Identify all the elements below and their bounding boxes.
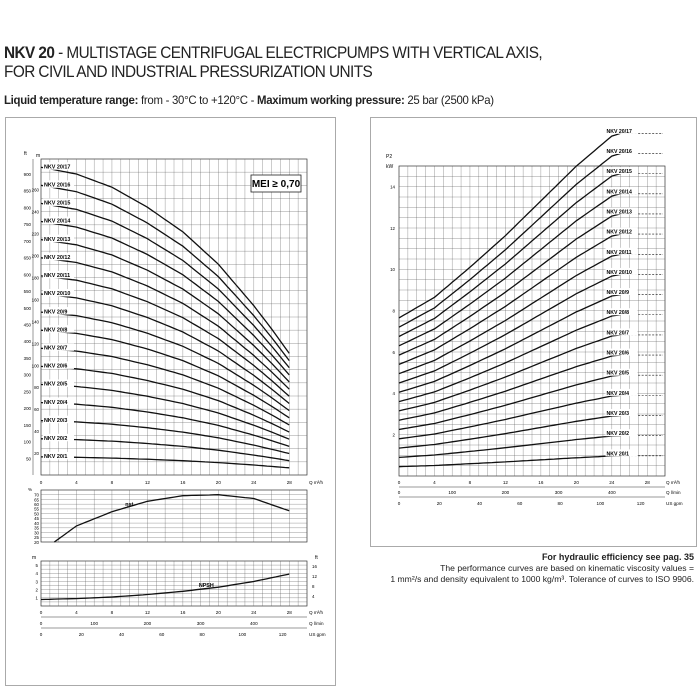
power-series-label: NKV 20/14: [606, 189, 632, 196]
npsh-xlabel-m3h: Q m³/h: [309, 610, 324, 615]
head-xtick: 24: [251, 480, 257, 485]
eff-ylabel: %: [28, 487, 33, 492]
power-ytick: 14: [390, 184, 395, 190]
head-ytick-ft: 200: [23, 406, 31, 412]
power-ytick: 12: [390, 225, 395, 231]
power-curve-nkv-20-17: [399, 133, 621, 318]
head-ytick-m: 20: [34, 451, 39, 457]
power-curve-nkv-20-1: [399, 456, 621, 467]
power-series-label: NKV 20/11: [606, 249, 632, 256]
npsh-xtick-m3h: 4: [75, 610, 78, 615]
power-curve-nkv-20-13: [399, 214, 621, 355]
power-xtick-gpm: 100: [596, 501, 605, 506]
page-title: [4, 44, 646, 82]
power-series-label: NKV 20/9: [606, 290, 629, 297]
npsh-xlabel-lmin: Q l/min: [309, 621, 324, 626]
head-ytick-m: 260: [31, 187, 39, 193]
head-xlabel: Q m³/h: [309, 480, 324, 485]
power-xtick-m3h: 12: [502, 480, 508, 485]
power-xtick-lmin: 400: [607, 490, 616, 495]
npsh-xtick-lmin: 100: [90, 621, 99, 626]
power-series-label: NKV 20/7: [606, 330, 629, 337]
eff-ytick: 30: [34, 530, 39, 536]
left-charts-svg: [6, 118, 335, 685]
npsh-xtick-gpm: 100: [238, 632, 247, 637]
head-ytick-ft: 450: [23, 322, 31, 328]
head-ytick-ft: 350: [23, 355, 31, 361]
head-series-label: NKV 20/17: [44, 164, 71, 171]
head-ytick-m: 240: [31, 209, 39, 215]
head-ytick-ft: 300: [23, 372, 31, 378]
power-curve-nkv-20-8: [399, 315, 621, 402]
eff-ytick: 45: [34, 516, 39, 522]
head-ytick-ft: 900: [23, 172, 31, 178]
power-curve-nkv-20-3: [399, 416, 621, 449]
footer-notes: [364, 552, 694, 585]
power-series-label: NKV 20/2: [606, 431, 629, 438]
power-xtick-gpm: 60: [517, 501, 523, 506]
power-series-label: NKV 20/6: [606, 350, 629, 357]
power-xtick-gpm: 120: [636, 501, 645, 506]
power-series-label: NKV 20/16: [606, 148, 632, 155]
power-xtick-gpm: 20: [436, 501, 442, 506]
eff-grid-frame: [41, 490, 307, 542]
power-series-label: NKV 20/8: [606, 310, 629, 317]
head-ytick-ft: 800: [23, 205, 31, 211]
eff-ytick: 65: [34, 497, 39, 503]
tolerance-note: 1 mm²/s and density equivalent to 1000 kg/m³. Tolerance of curves to ISO 9906.: [390, 574, 694, 584]
head-ytick-ft: 150: [23, 422, 31, 428]
head-ytick-ft: 500: [23, 305, 31, 311]
npsh-ylabel-m: m: [32, 555, 37, 561]
head-series-label: NKV 20/2: [44, 435, 68, 442]
power-ylabel: kW: [386, 164, 394, 170]
power-series-label: NKV 20/12: [606, 229, 632, 236]
head-series-label: NKV 20/5: [44, 381, 68, 388]
head-ytick-ft: 250: [23, 389, 31, 395]
power-curve-nkv-20-16: [399, 154, 621, 328]
power-series-label: NKV 20/13: [606, 209, 632, 216]
power-xtick-m3h: 0: [397, 480, 401, 485]
power-xtick-m3h: 20: [573, 480, 579, 485]
power-xlabel-m3h: Q m³/h: [666, 480, 681, 485]
left-chart-panel: [5, 117, 336, 686]
head-series-label: NKV 20/13: [44, 236, 71, 243]
head-ytick-ft: 50: [26, 456, 31, 462]
eff-ytick: 35: [34, 525, 39, 531]
head-ytick-ft: 400: [23, 339, 31, 345]
eff-series-label: ηst: [125, 502, 134, 509]
power-curve-nkv-20-11: [399, 254, 621, 373]
head-ytick-m: 180: [31, 275, 39, 281]
head-series-label: NKV 20/10: [44, 291, 71, 298]
eff-ytick: 40: [34, 520, 39, 526]
power-ylabel-top: P2: [386, 154, 393, 160]
head-ytick-m: 220: [31, 231, 39, 237]
power-xlabel-gpm: US gpm: [666, 501, 683, 506]
head-series-label: NKV 20/12: [44, 254, 71, 261]
head-ytick-ft: 550: [23, 289, 31, 295]
head-series-label: NKV 20/14: [44, 218, 71, 225]
power-ytick: 8: [392, 308, 395, 314]
power-series-label: NKV 20/1: [606, 451, 629, 458]
head-ytick-m: 200: [31, 253, 39, 259]
power-series-label: NKV 20/3: [606, 411, 629, 418]
power-xtick-gpm: 40: [476, 501, 483, 506]
viscosity-note: The performance curves are based on kinematic viscosity values =: [440, 563, 694, 573]
power-curve-nkv-20-2: [399, 436, 621, 458]
head-series-label: NKV 20/1: [44, 454, 68, 461]
temp-value: from - 30°C to +120°C -: [138, 93, 258, 107]
efficiency-note: For hydraulic efficiency see pag. 35: [541, 552, 694, 562]
power-xtick-gpm: 0: [397, 501, 401, 506]
head-ytick-m: 40: [34, 429, 39, 435]
head-series-label: NKV 20/4: [44, 399, 68, 406]
head-ytick-m: 120: [31, 341, 39, 347]
head-xtick: 28: [286, 480, 292, 485]
pressure-value: 25 bar (2500 kPa): [404, 93, 494, 107]
power-series-label: NKV 20/15: [606, 169, 632, 176]
subtitle: [4, 93, 494, 107]
npsh-ytick-ft: 8: [312, 583, 315, 589]
head-ytick-ft: 750: [23, 222, 31, 228]
npsh-ytick-m: 2: [35, 587, 38, 593]
power-xtick-gpm: 80: [557, 501, 563, 506]
head-ytick-m: 80: [34, 385, 39, 391]
npsh-xtick-lmin: 400: [249, 621, 258, 626]
head-series-label: NKV 20/6: [44, 363, 68, 370]
head-ytick-m: 100: [31, 363, 39, 369]
power-xtick-m3h: 8: [468, 480, 472, 485]
mei-badge: MEI ≥ 0,70: [251, 179, 301, 190]
npsh-ytick-m: 5: [35, 562, 38, 568]
npsh-series-label: NPSH: [198, 582, 214, 589]
power-xtick-m3h: 16: [538, 480, 544, 485]
head-ytick-ft: 650: [23, 255, 31, 261]
power-ytick: 10: [390, 267, 395, 273]
npsh-ylabel-ft: ft: [315, 555, 318, 561]
head-ytick-ft: 600: [23, 272, 31, 278]
head-xtick: 4: [75, 480, 78, 485]
power-series-label: NKV 20/17: [606, 128, 632, 135]
power-xtick-m3h: 28: [644, 480, 650, 485]
head-series-label: NKV 20/16: [44, 182, 71, 189]
npsh-xtick-lmin: 0: [39, 621, 43, 626]
eff-ytick: 70: [34, 492, 39, 498]
power-xtick-lmin: 100: [448, 490, 457, 495]
npsh-ytick-ft: 16: [312, 563, 317, 569]
head-series-label: NKV 20/11: [44, 273, 71, 280]
model-name: NKV 20: [4, 44, 55, 62]
power-chart-svg: [371, 118, 696, 546]
power-series-label: NKV 20/4: [606, 390, 629, 397]
head-series-label: NKV 20/9: [44, 309, 68, 316]
head-ytick-ft: 850: [23, 188, 31, 194]
eff-ytick: 50: [34, 511, 39, 517]
head-xtick: 20: [215, 480, 221, 485]
power-xtick-m3h: 24: [609, 480, 615, 485]
head-ytick-ft: 100: [23, 439, 31, 445]
head-xtick: 12: [144, 480, 150, 485]
npsh-ytick-ft: 12: [312, 573, 317, 579]
pressure-label: Maximum working pressure:: [257, 93, 405, 107]
npsh-xtick-m3h: 8: [110, 610, 114, 615]
npsh-xtick-m3h: 12: [144, 610, 150, 615]
npsh-ytick-ft: 4: [312, 593, 315, 599]
npsh-ytick-m: 1: [35, 595, 38, 601]
npsh-xtick-lmin: 200: [143, 621, 152, 626]
eff-ytick: 60: [34, 501, 39, 507]
power-xtick-m3h: 4: [433, 480, 436, 485]
eff-ytick: 25: [34, 535, 39, 541]
title-text: - MULTISTAGE CENTRIFUGAL ELECTRICPUMPS WITH VERTICAL AXIS,: [54, 44, 543, 62]
npsh-xtick-gpm: 120: [278, 632, 287, 637]
head-ylabel-m: m: [36, 153, 41, 159]
npsh-xtick-m3h: 24: [251, 610, 257, 615]
power-curve-nkv-20-6: [399, 355, 621, 420]
npsh-xtick-gpm: 80: [199, 632, 205, 637]
head-xtick: 16: [180, 480, 186, 485]
temp-label: Liquid temperature range:: [4, 93, 139, 107]
npsh-xtick-m3h: 16: [180, 610, 186, 615]
eff-ytick: 20: [34, 539, 39, 545]
power-series-label: NKV 20/10: [606, 269, 632, 276]
head-xtick: 8: [110, 480, 114, 485]
npsh-xtick-m3h: 20: [215, 610, 221, 615]
power-curve-nkv-20-15: [399, 174, 621, 337]
power-xlabel-lmin: Q l/min: [666, 490, 681, 495]
npsh-xtick-lmin: 300: [196, 621, 205, 626]
power-xtick-lmin: 200: [501, 490, 510, 495]
head-series-label: NKV 20/15: [44, 200, 71, 207]
power-ytick: 2: [392, 432, 395, 438]
npsh-xtick-gpm: 0: [39, 632, 43, 637]
head-series-label: NKV 20/3: [44, 417, 68, 424]
npsh-xtick-gpm: 60: [159, 632, 165, 637]
npsh-xtick-gpm: 40: [118, 632, 125, 637]
head-series-label: NKV 20/8: [44, 327, 68, 334]
head-ytick-m: 140: [31, 319, 39, 325]
power-ytick: 4: [392, 391, 395, 397]
npsh-xtick-m3h: 28: [286, 610, 292, 615]
eff-ytick: 55: [34, 506, 39, 512]
npsh-xlabel-gpm: US gpm: [309, 632, 326, 637]
npsh-xtick-m3h: 0: [39, 610, 43, 615]
npsh-ytick-m: 4: [35, 571, 38, 577]
head-ytick-m: 160: [31, 297, 39, 303]
head-xtick: 0: [39, 480, 43, 485]
power-curve-nkv-20-10: [399, 274, 621, 383]
npsh-ytick-m: 3: [35, 579, 38, 585]
power-series-label: NKV 20/5: [606, 370, 629, 377]
head-ytick-m: 60: [34, 407, 39, 413]
head-ylabel-ft: ft: [24, 151, 27, 157]
head-ytick-ft: 700: [23, 238, 31, 244]
npsh-xtick-gpm: 20: [78, 632, 84, 637]
power-xtick-lmin: 0: [397, 490, 401, 495]
power-ytick: 6: [392, 349, 395, 355]
right-chart-panel: [370, 117, 697, 547]
power-xtick-lmin: 300: [554, 490, 563, 495]
head-series-label: NKV 20/7: [44, 345, 68, 352]
title-line-2: FOR CIVIL AND INDUSTRIAL PRESSURIZATION UNITS: [4, 63, 373, 81]
